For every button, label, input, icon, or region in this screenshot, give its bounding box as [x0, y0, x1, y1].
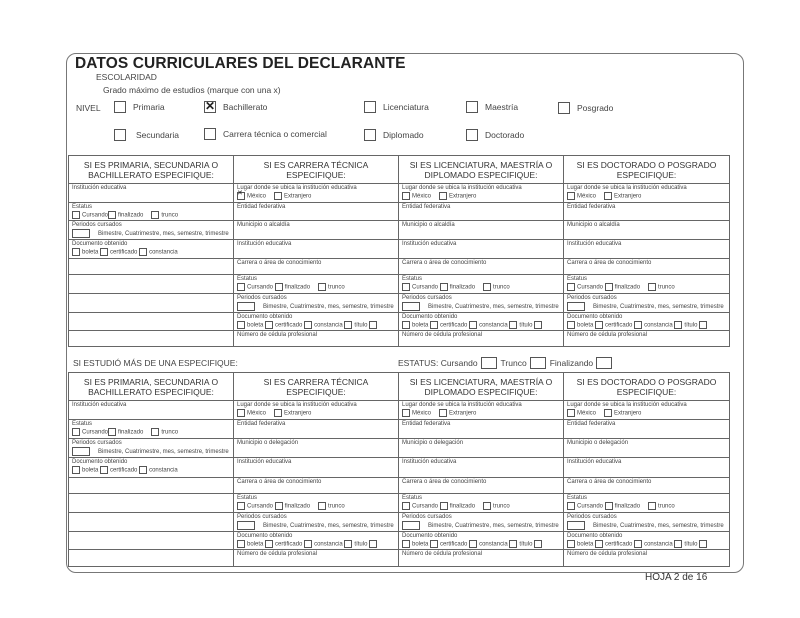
checkbox-icon[interactable] [604, 409, 612, 417]
col-header-basic: SI ES PRIMARIA, SECUNDARIA O BACHILLERATO ESPECIFIQUE: [69, 156, 234, 184]
checkbox-icon[interactable] [237, 502, 245, 510]
checkbox-icon[interactable] [604, 192, 612, 200]
checkbox-icon[interactable] [151, 428, 159, 436]
empty-cell [69, 331, 234, 347]
checkbox-icon[interactable] [595, 540, 603, 548]
checkbox-icon[interactable] [567, 502, 575, 510]
col-header-doctorado: SI ES DOCTORADO O POSGRADO ESPECIFIQUE: [564, 373, 730, 401]
col-header-doctorado: SI ES DOCTORADO O POSGRADO ESPECIFIQUE: [564, 156, 730, 184]
nivel-label: NIVEL [76, 103, 101, 113]
periodos-field[interactable]: Periodos cursados Bimestre, Cuatrimestre, mes, semestre, trimestre [399, 293, 564, 312]
checkbox-icon[interactable] [483, 283, 491, 291]
checkbox-icon[interactable] [605, 283, 613, 291]
checkbox-icon[interactable] [648, 502, 656, 510]
checkbox-icon[interactable] [509, 540, 517, 548]
checkbox-icon[interactable] [402, 540, 410, 548]
checkbox-icon[interactable] [369, 321, 377, 329]
periodos-field[interactable]: Periodos cursados Bimestre, Cuatrimestre, mes, semestre, trimestre [564, 512, 730, 531]
checkbox-icon[interactable] [402, 321, 410, 329]
checked-checkbox-icon[interactable] [204, 101, 216, 113]
checkbox-icon[interactable] [237, 409, 245, 417]
entidad-field[interactable]: Entidad federativa [564, 420, 730, 439]
finalizando-checkbox[interactable] [596, 357, 612, 369]
level-secundaria[interactable]: Secundaria [114, 129, 179, 141]
checkbox-icon[interactable] [369, 540, 377, 548]
checkbox-icon[interactable] [265, 540, 273, 548]
checkbox-icon[interactable] [483, 502, 491, 510]
checkbox-icon[interactable] [605, 502, 613, 510]
municipio-field[interactable]: Municipio o delegación [234, 439, 399, 458]
documento-field[interactable]: Documento obtenido boleta certificado constancia título [399, 312, 564, 331]
periodos-input[interactable] [567, 521, 585, 530]
checkbox-icon[interactable] [674, 321, 682, 329]
empty-cell [69, 550, 234, 567]
checkbox-icon[interactable] [402, 502, 410, 510]
empty-cell [69, 259, 234, 275]
documento-field[interactable]: Documento obtenido boleta certificado constancia título [399, 531, 564, 550]
checkbox-icon[interactable] [466, 101, 478, 113]
periodos-input[interactable] [72, 447, 90, 456]
level-primaria[interactable]: Primaria [114, 101, 165, 113]
periodos-input[interactable] [237, 302, 255, 311]
checkbox-icon[interactable] [402, 283, 410, 291]
level-diplomado[interactable]: Diplomado [364, 129, 424, 141]
checkbox-icon[interactable] [699, 321, 707, 329]
documento-field[interactable]: Documento obtenido boleta certificado constancia [69, 240, 234, 259]
checkbox-icon[interactable] [108, 428, 116, 436]
checkbox-icon[interactable] [634, 540, 642, 548]
checkbox-icon[interactable] [344, 321, 352, 329]
periodos-input[interactable] [72, 229, 90, 238]
periodos-field[interactable]: Periodos cursados Bimestre, Cuatrimestre, mes, semestre, trimestre [399, 512, 564, 531]
documento-field[interactable]: Documento obtenido boleta certificado constancia título [234, 312, 399, 331]
checkbox-icon[interactable] [674, 540, 682, 548]
checkbox-icon[interactable] [402, 192, 410, 200]
cedula-field[interactable]: Número de cédula profesional [399, 550, 564, 567]
checkbox-icon[interactable] [469, 540, 477, 548]
checkbox-icon[interactable] [237, 283, 245, 291]
checkbox-icon[interactable] [72, 211, 80, 219]
periodos-field[interactable]: Periodos cursados Bimestre, Cuatrimestre, mes, semestre, trimestre [69, 221, 234, 240]
empty-cell [69, 312, 234, 331]
col-header-basic: SI ES PRIMARIA, SECUNDARIA O BACHILLERATO ESPECIFIQUE: [69, 373, 234, 401]
institucion-field[interactable]: Institución educativa [399, 458, 564, 478]
cedula-field[interactable]: Número de cédula profesional [564, 331, 730, 347]
checkbox-icon[interactable] [534, 321, 542, 329]
checkbox-icon[interactable] [344, 540, 352, 548]
checkbox-icon[interactable] [567, 321, 575, 329]
page-number: HOJA 2 de 16 [645, 572, 708, 583]
checkbox-icon[interactable] [274, 192, 282, 200]
carrera-field[interactable]: Carrera o área de conocimiento [399, 259, 564, 275]
checkbox-icon[interactable] [567, 540, 575, 548]
col-header-licenciatura: SI ES LICENCIATURA, MAESTRÍA O DIPLOMADO ESPECIFIQUE: [399, 156, 564, 184]
carrera-field[interactable]: Carrera o área de conocimiento [564, 478, 730, 494]
estatus-field[interactable]: Estatus Cursando finalizado trunco [564, 275, 730, 294]
lugar-field[interactable]: Lugar donde se ubica la institución educativa México Extranjero [399, 184, 564, 203]
institucion-field[interactable]: Institución educativa [234, 240, 399, 259]
carrera-field[interactable]: Carrera o área de conocimiento [564, 259, 730, 275]
entidad-field[interactable]: Entidad federativa [234, 420, 399, 439]
periodos-input[interactable] [402, 302, 420, 311]
institucion-field[interactable]: Institución educativa [564, 458, 730, 478]
entidad-field[interactable]: Entidad federativa [564, 202, 730, 221]
checkbox-icon[interactable] [469, 321, 477, 329]
col-header-tecnica: SI ES CARRERA TÉCNICA ESPECIFIQUE: [234, 373, 399, 401]
checkbox-icon[interactable] [108, 211, 116, 219]
checkbox-icon[interactable] [648, 283, 656, 291]
lugar-field[interactable]: Lugar donde se ubica la institución educativa México Extranjero [399, 401, 564, 420]
checkbox-icon[interactable] [72, 428, 80, 436]
checkbox-icon[interactable] [139, 248, 147, 256]
checkbox-icon[interactable] [151, 211, 159, 219]
trunco-checkbox[interactable] [530, 357, 546, 369]
checkbox-icon[interactable] [237, 540, 245, 548]
lugar-field[interactable]: Lugar donde se ubica la institución educativa México Extranjero [564, 401, 730, 420]
checkbox-icon[interactable] [567, 192, 575, 200]
checkbox-icon[interactable] [318, 283, 326, 291]
page-title: DATOS CURRICULARES DEL DECLARANTE [75, 55, 406, 72]
municipio-field[interactable]: Municipio o delegación [399, 439, 564, 458]
entidad-field[interactable]: Entidad federativa [234, 202, 399, 221]
checkbox-icon[interactable] [567, 409, 575, 417]
checkbox-icon[interactable] [440, 502, 448, 510]
section-label: ESCOLARIDAD [96, 72, 157, 82]
cedula-field[interactable]: Número de cédula profesional [234, 550, 399, 567]
periodos-input[interactable] [567, 302, 585, 311]
institucion-field[interactable]: Institución educativa [69, 184, 234, 203]
checkbox-icon[interactable] [595, 321, 603, 329]
estatus-field[interactable]: Estatus Cursando finalizado trunco [399, 275, 564, 294]
cursando-checkbox[interactable] [481, 357, 497, 369]
lugar-field[interactable]: Lugar donde se ubica la institución educativa ✕México Extranjero [234, 184, 399, 203]
periodos-input[interactable] [402, 521, 420, 530]
checkbox-icon[interactable] [509, 321, 517, 329]
checkbox-icon[interactable] [558, 102, 570, 114]
checkbox-icon[interactable] [114, 101, 126, 113]
documento-field[interactable]: Documento obtenido boleta certificado constancia [69, 458, 234, 478]
checkbox-icon[interactable] [364, 129, 376, 141]
level-carrera-tecnica[interactable]: Carrera técnica o comercial [204, 128, 327, 140]
cedula-field[interactable]: Número de cédula profesional [234, 331, 399, 347]
checkbox-icon[interactable] [114, 129, 126, 141]
checkbox-icon[interactable] [265, 321, 273, 329]
checkbox-icon[interactable] [466, 129, 478, 141]
empty-cell [69, 275, 234, 294]
checkbox-icon[interactable] [634, 321, 642, 329]
checkbox-icon[interactable] [139, 466, 147, 474]
empty-cell [69, 531, 234, 550]
carrera-field[interactable]: Carrera o área de conocimiento [234, 259, 399, 275]
municipio-field[interactable]: Municipio o alcaldía [399, 221, 564, 240]
level-posgrado[interactable]: Posgrado [558, 102, 613, 114]
level-licenciatura[interactable]: Licenciatura [364, 101, 429, 113]
instruction-text: Grado máximo de estudios (marque con una x) [103, 85, 281, 95]
col-header-tecnica: SI ES CARRERA TÉCNICA ESPECIFIQUE: [234, 156, 399, 184]
studies-table-2 [68, 372, 730, 567]
empty-cell [69, 478, 234, 494]
estatus-field[interactable]: Estatus Cursando finalizado trunco [234, 275, 399, 294]
checkbox-icon[interactable] [439, 409, 447, 417]
checkbox-icon[interactable] [72, 466, 80, 474]
checkbox-icon[interactable] [440, 283, 448, 291]
estatus-field[interactable]: Estatus Cursando finalizado trunco [69, 202, 234, 221]
checkbox-icon[interactable] [275, 502, 283, 510]
checkbox-icon[interactable] [304, 540, 312, 548]
checkbox-icon[interactable] [318, 502, 326, 510]
level-bachillerato[interactable]: ✕ Bachillerato [204, 101, 267, 113]
second-study-label: SI ESTUDIÓ MÁS DE UNA ESPECIFIQUE: [73, 358, 238, 368]
second-estatus: ESTATUS: Cursando Trunco Finalizando [398, 357, 616, 369]
level-doctorado[interactable]: Doctorado [466, 129, 524, 141]
carrera-field[interactable]: Carrera o área de conocimiento [399, 478, 564, 494]
checkbox-icon[interactable] [567, 283, 575, 291]
institucion-field[interactable]: Institución educativa [234, 458, 399, 478]
checked-checkbox-icon[interactable] [237, 192, 245, 200]
estatus-field[interactable]: Estatus Cursando finalizado trunco [564, 494, 730, 513]
lugar-field[interactable]: Lugar donde se ubica la institución educativa México Extranjero [234, 401, 399, 420]
entidad-field[interactable]: Entidad federativa [399, 202, 564, 221]
checkbox-icon[interactable] [100, 466, 108, 474]
cedula-field[interactable]: Número de cédula profesional [564, 550, 730, 567]
periodos-field[interactable]: Periodos cursados Bimestre, Cuatrimestre, mes, semestre, trimestre [564, 293, 730, 312]
periodos-field[interactable]: Periodos cursados Bimestre, Cuatrimestre, mes, semestre, trimestre [234, 512, 399, 531]
documento-field[interactable]: Documento obtenido boleta certificado constancia título [564, 312, 730, 331]
studies-table-1 [68, 155, 730, 347]
checkbox-icon[interactable] [402, 409, 410, 417]
checkbox-icon[interactable] [699, 540, 707, 548]
level-maestria[interactable]: Maestría [466, 101, 518, 113]
checkbox-icon[interactable] [364, 101, 376, 113]
checkbox-icon[interactable] [237, 321, 245, 329]
municipio-field[interactable]: Municipio o alcaldía [564, 221, 730, 240]
entidad-field[interactable]: Entidad federativa [399, 420, 564, 439]
checkbox-icon[interactable] [439, 192, 447, 200]
documento-field[interactable]: Documento obtenido boleta certificado constancia título [234, 531, 399, 550]
periodos-field[interactable]: Periodos cursados Bimestre, Cuatrimestre, mes, semestre, trimestre [234, 293, 399, 312]
municipio-field[interactable]: Municipio o delegación [564, 439, 730, 458]
lugar-field[interactable]: Lugar donde se ubica la institución educativa México Extranjero [564, 184, 730, 203]
periodos-input[interactable] [237, 521, 255, 530]
periodos-field[interactable]: Periodos cursados Bimestre, Cuatrimestre, mes, semestre, trimestre [69, 439, 234, 458]
checkbox-icon[interactable] [430, 540, 438, 548]
checkbox-icon[interactable] [100, 248, 108, 256]
empty-cell [69, 512, 234, 531]
estatus-field[interactable]: Estatus Cursando finalizado trunco [399, 494, 564, 513]
checkbox-icon[interactable] [534, 540, 542, 548]
institucion-field[interactable]: Institución educativa [69, 401, 234, 420]
municipio-field[interactable]: Municipio o alcaldía [234, 221, 399, 240]
estatus-field[interactable]: Estatus Cursando finalizado trunco [234, 494, 399, 513]
checkbox-icon[interactable] [304, 321, 312, 329]
cedula-field[interactable]: Número de cédula profesional [399, 331, 564, 347]
checkbox-icon[interactable] [274, 409, 282, 417]
empty-cell [69, 494, 234, 513]
institucion-field[interactable]: Institución educativa [564, 240, 730, 259]
institucion-field[interactable]: Institución educativa [399, 240, 564, 259]
checkbox-icon[interactable] [275, 283, 283, 291]
checkbox-icon[interactable] [72, 248, 80, 256]
estatus-field[interactable]: Estatus Cursando finalizado trunco [69, 420, 234, 439]
empty-cell [69, 293, 234, 312]
documento-field[interactable]: Documento obtenido boleta certificado constancia título [564, 531, 730, 550]
checkbox-icon[interactable] [430, 321, 438, 329]
checkbox-icon[interactable] [204, 128, 216, 140]
col-header-licenciatura: SI ES LICENCIATURA, MAESTRÍA O DIPLOMADO ESPECIFIQUE: [399, 373, 564, 401]
carrera-field[interactable]: Carrera o área de conocimiento [234, 478, 399, 494]
